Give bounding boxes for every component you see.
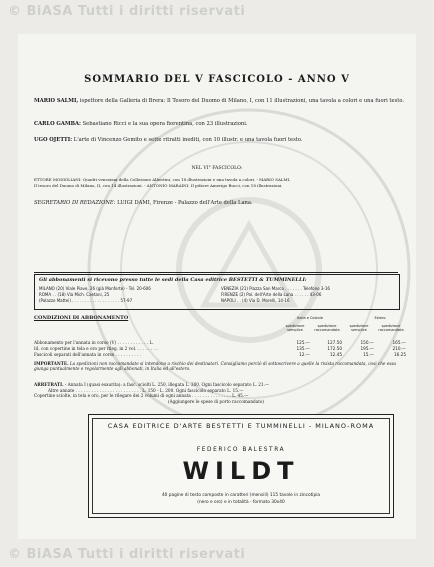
arretrati-text: - Annata I (quasi esaurita): a fasc. sciolti L. 250, illegata L. 300. Ogni fascicolo separato L. 21.—: [64, 382, 270, 387]
price-value: 172.50: [327, 346, 342, 351]
col-label: spedizione semplice: [349, 324, 369, 332]
importante-text: La spedizioni non raccomandate si intendono a rischio dei destinatari. Consigliamo perciò di sottoscrivere a quelle la rivista raccomandata, così che essa giunga puntualmente e regolarmente agli abbonati, in Italia ed all'estero.: [34, 361, 397, 372]
group-estero: Estero: [374, 316, 386, 320]
price-value: 135.—: [296, 346, 310, 351]
price-value: 15.—: [363, 352, 374, 357]
subscriptions-heading: Gli abbonamenti si ricevono presso tutte le sedi della Casa editrice BESTETTI & TUMMINELLI:: [39, 277, 307, 283]
entry-text: L'arte di Vincenzo Gemito e sette ritratti inediti, con 10 illustr. e una tavola fuori testo.: [73, 137, 303, 143]
arretrati-line-4: (Aggiungere le spese di porto raccomandato): [167, 398, 265, 404]
next-issue-line-1: ETTORE MODIGLIANI: Quadri veneziani della Collezione Albertini, con 18 illustrazioni e una tavola a colori. - MARIO SALMI,: [34, 177, 291, 182]
conditions-heading: CONDIZIONI DI ABBONAMENTO: [34, 315, 129, 321]
banner-author: FEDERICO BALESTRA: [196, 447, 286, 453]
price-value: 16.25: [394, 352, 406, 357]
condition-row: Fascicoli separati dell'annata in corso . . . . . . . . . .: [34, 352, 141, 357]
arretrati-line-2: Altre annate . . . . . . . . . . . . . . . . . . . . . . . . . L. 150 - L. 200. Ogni fascicolo separato L. 15.—: [48, 387, 244, 393]
next-issue-line-2: Il tesoro del Duomo di Milano, II, con 14 illustrazioni. - ANTONIO MARAINI: Il pittore Amerigo Bucci, con 18 illustrazioni.: [34, 183, 283, 188]
price-value: 195.—: [360, 346, 374, 351]
banner-description: [89, 492, 393, 506]
next-issue-heading: NEL VI° FASCICOLO:: [191, 166, 243, 171]
entry-ojetti: [34, 137, 412, 144]
arretrati-label: ARRETRATI.: [34, 382, 64, 387]
watermark-top: © BiASA Tutti i diritti riservati: [8, 4, 246, 19]
entry-salmi: [34, 98, 412, 105]
advertisement-banner: [88, 414, 394, 518]
watermark-bottom: © BiASA Tutti i diritti riservati: [8, 547, 246, 562]
office-line: NAPOLI . . (4) Via D. Morelli, 14-16: [221, 298, 290, 303]
price-value: 210.—: [392, 346, 406, 351]
col-label: spedizione raccomandata: [378, 324, 404, 332]
price-value: 12.45: [330, 352, 342, 357]
editorial-secretary: [34, 200, 253, 206]
condition-row: Id. con copertine in tela e oro per rileg. in 2 vol. . . . . . . . .: [34, 346, 158, 351]
editorial-secretary-value: LUIGI DAMI, Firenze - Palazzo dell'Arte della Lana.: [117, 200, 253, 206]
arretrati-line-3: Copertine sciolte, in tela e oro, per le rilegare dei 2 volumi di ogni annata . . . . . . . . . . . . . . . L. 45.—: [34, 393, 249, 399]
summary-heading: SOMMARIO DEL V FASCICOLO - ANNO V: [84, 74, 350, 85]
entry-text: Sebastiano Ricci e la sua opera fiorentina, con 23 illustrazioni.: [82, 121, 248, 127]
price-value: 125.—: [296, 340, 310, 345]
col-label: spedizione raccomandata: [314, 324, 340, 332]
subscriptions-box: [34, 274, 400, 310]
office-line: ROMA . . (18) Via Mich. Caetani, 25: [39, 292, 110, 297]
office-line: FIRENZE (2) Pal. dell'Arte della Lana . . . . . . 43-06: [221, 292, 322, 297]
price-value: 12.—: [299, 352, 310, 357]
offices-left: [39, 286, 151, 304]
entry-author: CARLO GAMBA:: [34, 121, 81, 127]
group-italia: Italia e Colonie: [296, 316, 324, 320]
banner-publisher: CASA EDITRICE D'ARTE BESTETTI E TUMMINELLI - MILANO-ROMA: [107, 422, 375, 430]
entry-author: MARIO SALMI,: [34, 98, 79, 104]
price-value: 127.50: [327, 340, 342, 345]
office-line: VENEZIA (21) Piazza San Marco . . . . . . . Telefono 3-16: [221, 286, 330, 291]
banner-desc-line: 40 pagine di testo composte in caratteri (mensili) 115 tavole in zincotipia: [161, 493, 321, 498]
price-value: 165.—: [392, 340, 406, 345]
col-label: spedizione semplice: [285, 324, 305, 332]
arretrati-block: [34, 382, 398, 404]
banner-title: WILDT: [182, 457, 300, 485]
office-line: (Palazzo Mattei) . . . . . . . . . . . . . . . . . . . 57-97: [39, 298, 133, 303]
editorial-secretary-label: SEGRETARIO DI REDAZIONE:: [34, 200, 116, 206]
condition-row: Abbonamento per l'annata in corso (V) . . . . . . . . . . . . L.: [34, 340, 154, 345]
banner-desc-line: (nero e oro) e in totalità - formato 30x40: [197, 500, 285, 505]
office-line: MILANO (20) Viale Piave, 26 (già Monforte) - Tel. 20-606: [39, 286, 151, 291]
importante-label: IMPORTANTE.: [34, 361, 69, 366]
entry-text: ispettore della Galleria di Brera: Il Tesoro del Duomo di Milano, I, con 11 illustrazioni, una tavola a colori e una fuori testo.: [79, 98, 405, 104]
entry-gamba: [34, 121, 412, 128]
price-value: 150.—: [360, 340, 374, 345]
divider: [34, 272, 398, 273]
entry-author: UGO OJETTI:: [34, 137, 73, 143]
importante-note: [34, 361, 398, 371]
offices-right: [221, 286, 330, 304]
